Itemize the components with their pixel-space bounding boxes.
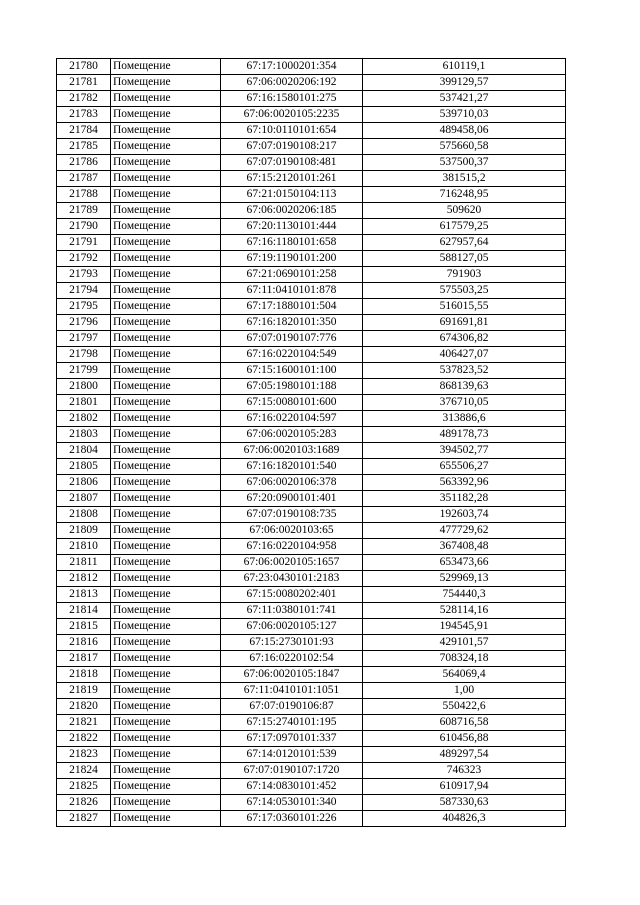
table-row [57, 395, 566, 411]
object-type-cell: Помещение [111, 107, 221, 123]
cadastral-value-cell: 674306,82 [363, 331, 566, 347]
cadastral-number-cell: 67:16:1820101:350 [221, 315, 363, 331]
cadastral-number-cell: 67:06:0020105:127 [221, 619, 363, 635]
object-type-cell: Помещение [111, 315, 221, 331]
cadastral-number-cell: 67:16:1580101:275 [221, 91, 363, 107]
table-row [57, 379, 566, 395]
cadastral-number-cell: 67:15:0080202:401 [221, 587, 363, 603]
cadastral-value-cell: 528114,16 [363, 603, 566, 619]
object-type-cell: Помещение [111, 411, 221, 427]
object-type-cell: Помещение [111, 283, 221, 299]
row-number-cell: 21817 [57, 651, 111, 667]
object-type-cell: Помещение [111, 123, 221, 139]
table-row [57, 619, 566, 635]
cadastral-value-cell: 691691,81 [363, 315, 566, 331]
cadastral-number-cell: 67:06:0020105:1847 [221, 667, 363, 683]
object-type-cell: Помещение [111, 427, 221, 443]
cadastral-number-cell: 67:07:0190108:217 [221, 139, 363, 155]
cadastral-number-cell: 67:06:0020105:1657 [221, 555, 363, 571]
cadastral-number-cell: 67:17:1880101:504 [221, 299, 363, 315]
row-number-cell: 21791 [57, 235, 111, 251]
cadastral-number-cell: 67:21:0690101:258 [221, 267, 363, 283]
object-type-cell: Помещение [111, 619, 221, 635]
row-number-cell: 21819 [57, 683, 111, 699]
cadastral-value-cell: 367408,48 [363, 539, 566, 555]
cadastral-number-cell: 67:06:0020206:192 [221, 75, 363, 91]
cadastral-value-cell: 537823,52 [363, 363, 566, 379]
cadastral-number-cell: 67:16:0220104:958 [221, 539, 363, 555]
cadastral-value-cell: 351182,28 [363, 491, 566, 507]
cadastral-number-cell: 67:15:0080101:600 [221, 395, 363, 411]
cadastral-number-cell: 67:11:0410101:1051 [221, 683, 363, 699]
cadastral-number-cell: 67:06:0020105:2235 [221, 107, 363, 123]
cadastral-value-cell: 406427,07 [363, 347, 566, 363]
object-type-cell: Помещение [111, 491, 221, 507]
row-number-cell: 21798 [57, 347, 111, 363]
table-row [57, 507, 566, 523]
object-type-cell: Помещение [111, 299, 221, 315]
object-type-cell: Помещение [111, 171, 221, 187]
table-row [57, 555, 566, 571]
cadastral-number-cell: 67:06:0020106:378 [221, 475, 363, 491]
table-row [57, 139, 566, 155]
cadastral-number-cell: 67:07:0190108:735 [221, 507, 363, 523]
object-type-cell: Помещение [111, 75, 221, 91]
cadastral-number-cell: 67:07:0190107:1720 [221, 763, 363, 779]
cadastral-value-cell: 529969,13 [363, 571, 566, 587]
cadastral-value-cell: 404826,3 [363, 811, 566, 827]
cadastral-value-cell: 477729,62 [363, 523, 566, 539]
table-row [57, 443, 566, 459]
row-number-cell: 21811 [57, 555, 111, 571]
row-number-cell: 21814 [57, 603, 111, 619]
cadastral-value-cell: 754440,3 [363, 587, 566, 603]
cadastral-value-cell: 610917,94 [363, 779, 566, 795]
cadastral-number-cell: 67:20:0900101:401 [221, 491, 363, 507]
row-number-cell: 21815 [57, 619, 111, 635]
table-row [57, 667, 566, 683]
row-number-cell: 21807 [57, 491, 111, 507]
table-row [57, 251, 566, 267]
table-row [57, 267, 566, 283]
row-number-cell: 21787 [57, 171, 111, 187]
row-number-cell: 21797 [57, 331, 111, 347]
row-number-cell: 21812 [57, 571, 111, 587]
row-number-cell: 21810 [57, 539, 111, 555]
cadastral-number-cell: 67:17:1000201:354 [221, 59, 363, 75]
cadastral-number-cell: 67:06:0020103:65 [221, 523, 363, 539]
row-number-cell: 21803 [57, 427, 111, 443]
row-number-cell: 21805 [57, 459, 111, 475]
table-row [57, 731, 566, 747]
object-type-cell: Помещение [111, 635, 221, 651]
object-type-cell: Помещение [111, 715, 221, 731]
row-number-cell: 21782 [57, 91, 111, 107]
object-type-cell: Помещение [111, 187, 221, 203]
cadastral-value-cell: 564069,4 [363, 667, 566, 683]
cadastral-value-cell: 716248,95 [363, 187, 566, 203]
cadastral-number-cell: 67:07:0190106:87 [221, 699, 363, 715]
table-row [57, 587, 566, 603]
cadastral-number-cell: 67:06:0020103:1689 [221, 443, 363, 459]
row-number-cell: 21788 [57, 187, 111, 203]
cadastral-value-cell: 537421,27 [363, 91, 566, 107]
table-row [57, 475, 566, 491]
object-type-cell: Помещение [111, 331, 221, 347]
cadastral-value-cell: 429101,57 [363, 635, 566, 651]
cadastral-number-cell: 67:15:2120101:261 [221, 171, 363, 187]
row-number-cell: 21781 [57, 75, 111, 91]
row-number-cell: 21808 [57, 507, 111, 523]
cadastral-value-cell: 550422,6 [363, 699, 566, 715]
object-type-cell: Помещение [111, 267, 221, 283]
object-type-cell: Помещение [111, 811, 221, 827]
object-type-cell: Помещение [111, 699, 221, 715]
cadastral-value-cell: 627957,64 [363, 235, 566, 251]
table-body [57, 59, 566, 827]
cadastral-value-cell: 509620 [363, 203, 566, 219]
row-number-cell: 21826 [57, 795, 111, 811]
row-number-cell: 21780 [57, 59, 111, 75]
object-type-cell: Помещение [111, 459, 221, 475]
row-number-cell: 21790 [57, 219, 111, 235]
cadastral-number-cell: 67:14:0530101:340 [221, 795, 363, 811]
row-number-cell: 21800 [57, 379, 111, 395]
table-row [57, 491, 566, 507]
cadastral-value-cell: 791903 [363, 267, 566, 283]
cadastral-value-cell: 537500,37 [363, 155, 566, 171]
row-number-cell: 21786 [57, 155, 111, 171]
table-row [57, 811, 566, 827]
row-number-cell: 21825 [57, 779, 111, 795]
object-type-cell: Помещение [111, 363, 221, 379]
table-row [57, 603, 566, 619]
cadastral-value-cell: 489458,06 [363, 123, 566, 139]
table-row [57, 459, 566, 475]
cadastral-number-cell: 67:05:1980101:188 [221, 379, 363, 395]
row-number-cell: 21821 [57, 715, 111, 731]
table-row [57, 347, 566, 363]
cadastral-value-cell: 655506,27 [363, 459, 566, 475]
cadastral-number-cell: 67:16:0220104:549 [221, 347, 363, 363]
cadastral-value-cell: 575503,25 [363, 283, 566, 299]
table-row [57, 571, 566, 587]
cadastral-value-cell: 587330,63 [363, 795, 566, 811]
row-number-cell: 21806 [57, 475, 111, 491]
table-row [57, 795, 566, 811]
row-number-cell: 21809 [57, 523, 111, 539]
table-row [57, 715, 566, 731]
row-number-cell: 21813 [57, 587, 111, 603]
row-number-cell: 21796 [57, 315, 111, 331]
table-row [57, 107, 566, 123]
cadastral-value-cell: 746323 [363, 763, 566, 779]
cadastral-number-cell: 67:06:0020206:185 [221, 203, 363, 219]
row-number-cell: 21784 [57, 123, 111, 139]
object-type-cell: Помещение [111, 555, 221, 571]
cadastral-number-cell: 67:14:0830101:452 [221, 779, 363, 795]
cadastral-value-cell: 489178,73 [363, 427, 566, 443]
object-type-cell: Помещение [111, 395, 221, 411]
object-type-cell: Помещение [111, 251, 221, 267]
object-type-cell: Помещение [111, 443, 221, 459]
object-type-cell: Помещение [111, 155, 221, 171]
cadastral-value-cell: 192603,74 [363, 507, 566, 523]
object-type-cell: Помещение [111, 507, 221, 523]
table-row [57, 763, 566, 779]
row-number-cell: 21802 [57, 411, 111, 427]
cadastral-number-cell: 67:16:1820101:540 [221, 459, 363, 475]
cadastral-value-cell: 610119,1 [363, 59, 566, 75]
object-type-cell: Помещение [111, 779, 221, 795]
table-row [57, 187, 566, 203]
object-type-cell: Помещение [111, 523, 221, 539]
table-row [57, 59, 566, 75]
table-row [57, 155, 566, 171]
row-number-cell: 21804 [57, 443, 111, 459]
cadastral-value-cell: 575660,58 [363, 139, 566, 155]
cadastral-number-cell: 67:16:1180101:658 [221, 235, 363, 251]
table-row [57, 683, 566, 699]
table-row [57, 539, 566, 555]
object-type-cell: Помещение [111, 59, 221, 75]
object-type-cell: Помещение [111, 571, 221, 587]
cadastral-number-cell: 67:11:0380101:741 [221, 603, 363, 619]
cadastral-value-cell: 653473,66 [363, 555, 566, 571]
row-number-cell: 21827 [57, 811, 111, 827]
object-type-cell: Помещение [111, 203, 221, 219]
row-number-cell: 21792 [57, 251, 111, 267]
object-type-cell: Помещение [111, 667, 221, 683]
table-row [57, 427, 566, 443]
cadastral-value-cell: 868139,63 [363, 379, 566, 395]
table-row [57, 235, 566, 251]
table-row [57, 747, 566, 763]
cadastral-value-cell: 608716,58 [363, 715, 566, 731]
row-number-cell: 21824 [57, 763, 111, 779]
row-number-cell: 21789 [57, 203, 111, 219]
table-row [57, 123, 566, 139]
object-type-cell: Помещение [111, 763, 221, 779]
row-number-cell: 21823 [57, 747, 111, 763]
object-type-cell: Помещение [111, 795, 221, 811]
cadastral-value-cell: 376710,05 [363, 395, 566, 411]
cadastral-number-cell: 67:06:0020105:283 [221, 427, 363, 443]
cadastral-number-cell: 67:07:0190107:776 [221, 331, 363, 347]
cadastral-number-cell: 67:17:0970101:337 [221, 731, 363, 747]
cadastral-number-cell: 67:11:0410101:878 [221, 283, 363, 299]
cadastral-value-cell: 1,00 [363, 683, 566, 699]
cadastral-value-cell: 313886,6 [363, 411, 566, 427]
cadastral-value-cell: 588127,05 [363, 251, 566, 267]
object-type-cell: Помещение [111, 683, 221, 699]
cadastral-value-cell: 617579,25 [363, 219, 566, 235]
object-type-cell: Помещение [111, 379, 221, 395]
cadastral-number-cell: 67:20:1130101:444 [221, 219, 363, 235]
object-type-cell: Помещение [111, 731, 221, 747]
cadastral-number-cell: 67:16:0220102:54 [221, 651, 363, 667]
object-type-cell: Помещение [111, 747, 221, 763]
object-type-cell: Помещение [111, 139, 221, 155]
row-number-cell: 21795 [57, 299, 111, 315]
table-row [57, 283, 566, 299]
cadastral-number-cell: 67:17:0360101:226 [221, 811, 363, 827]
object-type-cell: Помещение [111, 219, 221, 235]
cadastral-number-cell: 67:14:0120101:539 [221, 747, 363, 763]
row-number-cell: 21793 [57, 267, 111, 283]
row-number-cell: 21799 [57, 363, 111, 379]
object-type-cell: Помещение [111, 651, 221, 667]
object-type-cell: Помещение [111, 603, 221, 619]
object-type-cell: Помещение [111, 475, 221, 491]
cadastral-number-cell: 67:19:1190101:200 [221, 251, 363, 267]
row-number-cell: 21785 [57, 139, 111, 155]
table-row [57, 315, 566, 331]
cadastral-value-cell: 708324,18 [363, 651, 566, 667]
row-number-cell: 21820 [57, 699, 111, 715]
table-row [57, 699, 566, 715]
table-row [57, 91, 566, 107]
cadastral-value-cell: 539710,03 [363, 107, 566, 123]
row-number-cell: 21822 [57, 731, 111, 747]
table-row [57, 523, 566, 539]
cadastral-number-cell: 67:07:0190108:481 [221, 155, 363, 171]
table-row [57, 651, 566, 667]
table-row [57, 635, 566, 651]
object-type-cell: Помещение [111, 347, 221, 363]
cadastral-value-table [56, 58, 566, 827]
table-row [57, 171, 566, 187]
table-row [57, 363, 566, 379]
object-type-cell: Помещение [111, 235, 221, 251]
cadastral-number-cell: 67:23:0430101:2183 [221, 571, 363, 587]
cadastral-number-cell: 67:21:0150104:113 [221, 187, 363, 203]
table-row [57, 299, 566, 315]
cadastral-number-cell: 67:15:2730101:93 [221, 635, 363, 651]
cadastral-value-cell: 489297,54 [363, 747, 566, 763]
object-type-cell: Помещение [111, 539, 221, 555]
cadastral-value-cell: 394502,77 [363, 443, 566, 459]
cadastral-value-cell: 399129,57 [363, 75, 566, 91]
object-type-cell: Помещение [111, 91, 221, 107]
table-row [57, 331, 566, 347]
table-row [57, 75, 566, 91]
row-number-cell: 21794 [57, 283, 111, 299]
cadastral-value-cell: 610456,88 [363, 731, 566, 747]
cadastral-value-cell: 194545,91 [363, 619, 566, 635]
cadastral-number-cell: 67:16:0220104:597 [221, 411, 363, 427]
cadastral-value-cell: 563392,96 [363, 475, 566, 491]
object-type-cell: Помещение [111, 587, 221, 603]
row-number-cell: 21783 [57, 107, 111, 123]
cadastral-value-cell: 381515,2 [363, 171, 566, 187]
cadastral-number-cell: 67:15:2740101:195 [221, 715, 363, 731]
table-row [57, 203, 566, 219]
cadastral-number-cell: 67:10:0110101:654 [221, 123, 363, 139]
table-row [57, 779, 566, 795]
row-number-cell: 21801 [57, 395, 111, 411]
table-row [57, 411, 566, 427]
table-row [57, 219, 566, 235]
cadastral-number-cell: 67:15:1600101:100 [221, 363, 363, 379]
row-number-cell: 21816 [57, 635, 111, 651]
row-number-cell: 21818 [57, 667, 111, 683]
cadastral-value-cell: 516015,55 [363, 299, 566, 315]
